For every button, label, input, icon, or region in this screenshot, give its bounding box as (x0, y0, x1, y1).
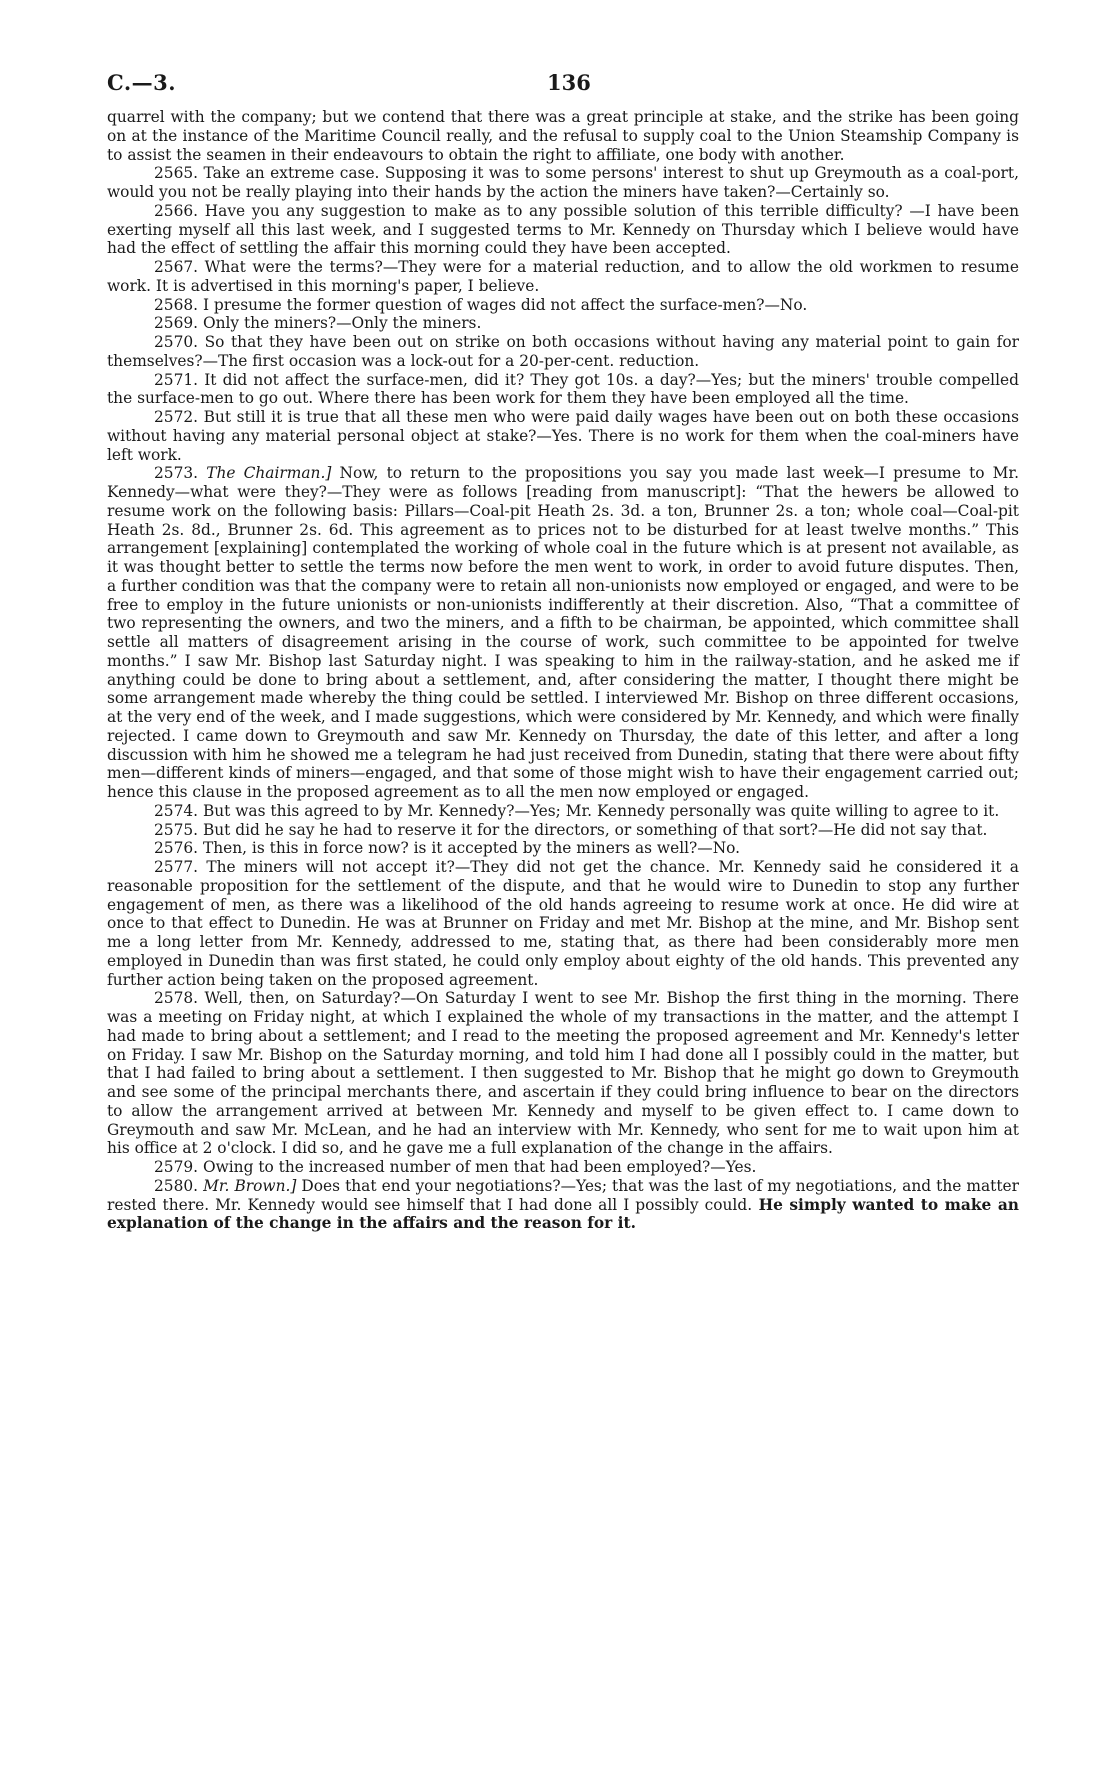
question-2580 (107, 1177, 1019, 1233)
question-text: Does that end your negotiations?—Yes; that was the last of my negotiations, and the matter rested there. Mr. Kennedy would see himself that I had done all I possibly could. (107, 1176, 1020, 1214)
question-2567: 2567. What were the terms?—They were for a material reduction, and to allow the old workmen to resume work. It is advertised in this morning's paper, I believe. (107, 258, 1019, 295)
question-text: Now, to return to the propositions you say you made last week—I presume to Mr. Kennedy—what were they?—They were as follows [reading from manuscript]: “That the hewers be allowed to resume work on the following basis: Pillars—Coal-pit Heath 2s. 3d. a ton, Brunner 2s. a ton; whole coal—Coal-pit Heath 2s. 8d., Brunner 2s. 6d. This agreement as to prices not to be disturbed for at least twelve months.” This arrangement [explaining] contemplated the working of whole coal in the future which is at present not available, as it was thought better to settle the terms now before the men went to work, in order to avoid future disputes. Then, a further condition was that the company were to retain all non-unionists now employed or engaged, and were to be free to employ in the future unionists or non-unionists indifferently at their discretion. Also, “That a committee of two representing the owners, and two the miners, and a fifth to be chairman, be appointed, which committee shall settle all matters of disagreement arising in the course of work, such committee to be appointed for twelve months.” I saw Mr. Bishop last Saturday night. I was speaking to him in the railway-station, and he asked me if anything could be done to bring about a settlement, and, after considering the matter, I thought there might be some arrangement made whereby the thing could be settled. I interviewed Mr. Bishop on three different occasions, at the very end of the week, and I made suggestions, which were considered by Mr. Kennedy, and which were finally rejected. I came down to Greymouth and saw Mr. Kennedy on Thursday, the date of this letter, and after a long discussion with him he showed me a telegram he had just received from Dunedin, stating that there were about fifty men—different kinds of miners—engaged, and that some of those might wish to have their engagement carried out; hence this clause in the proposed agreement as to all the men now employed or engaged. (107, 464, 1019, 801)
question-2579: 2579. Owing to the increased number of men that had been employed?—Yes. (154, 1158, 757, 1176)
body-text (107, 108, 1019, 1233)
question-2573 (107, 464, 1019, 802)
question-2574: 2574. But was this agreed to by Mr. Kennedy?—Yes; Mr. Kennedy personally was quite willing to agree to it. (154, 801, 1000, 820)
question-2568: 2568. I presume the former question of wages did not affect the surface-men?—No. (154, 295, 808, 314)
speaker-label: The Chairman.] (206, 464, 332, 483)
page-number: 136 (547, 70, 591, 95)
question-2575: 2575. But did he say he had to reserve it for the directors, or something of that sort?—He did not say that. (154, 820, 988, 839)
question-2571: 2571. It did not affect the surface-men, did it? They got 10s. a day?—Yes; but the miners' trouble compelled the surface-men to go out. Where there has been work for them they have been employed all the time. (107, 370, 1019, 408)
question-2569: 2569. Only the miners?—Only the miners. (154, 314, 482, 333)
paragraph: quarrel with the company; but we contend that there was a great principle at stake, and the strike has been going on at the instance of the Maritime Council really, and the refusal to supply coal to the Union Steamship Company is to assist the seamen in their endeavours to obtain the right to affiliate, one body with another. (107, 108, 1019, 164)
question-2570: 2570. So that they have been out on strike on both occasions without having any material point to gain for themselves?—The first occasion was a lock-out for a 20-per-cent. reduction. (107, 333, 1019, 370)
question-number: 2580. (154, 1176, 199, 1195)
question-2577: 2577. The miners will not accept it?—They did not get the chance. Mr. Kennedy said he considered it a reasonable proposition for the settlement of the dispute, and that he would wire to Dunedin to stop any further engagement of men, as there was a likelihood of the old hands agreeing to resume work at once. He did wire at once to that effect to Dunedin. He was at Brunner on Friday and met Mr. Bishop at the mine, and Mr. Bishop sent me a long letter from Mr. Kennedy, addressed to me, stating that, as there had been considerably more men employed in Dunedin than was first stated, he could only employ about eighty of the old hands. This prevented any further action being taken on the proposed agreement. (107, 858, 1019, 989)
bold-closing-text: He simply wanted to make an explanation of the change in the affairs and the reason for it. (107, 1195, 1019, 1233)
question-2576: 2576. Then, is this in force now? is it accepted by the miners as well?—No. (154, 839, 741, 858)
document-reference: C.—3. (107, 70, 177, 95)
question-2565: 2565. Take an extreme case. Supposing it was to some persons' interest to shut up Greymouth as a coal-port, would you not be really playing into their hands by the action the miners have taken?—Certainly so. (107, 164, 1019, 201)
question-number: 2573. (154, 464, 199, 483)
question-2566: 2566. Have you any suggestion to make as to any possible solution of this terrible difficulty? —I have been exerting myself all this last week, and I suggested terms to Mr. Kennedy on Thursday which I believe would have had the effect of settling the affair this morning could they have been accepted. (107, 201, 1019, 258)
page-header (107, 70, 1019, 98)
speaker-label: Mr. Brown.] (203, 1176, 297, 1195)
question-2578: 2578. Well, then, on Saturday?—On Saturday I went to see Mr. Bishop the first thing in the morning. There was a meeting on Friday night, at which I explained the whole of my transactions in the matter, and the attempt I had made to bring about a settlement; and I read to the meeting the proposed agreement and Mr. Kennedy's letter on Friday. I saw Mr. Bishop on the Saturday morning, and told him I had done all I possibly could in the matter, but that I had failed to bring about a settlement. I then suggested to Mr. Bishop that he might go down to Greymouth and see some of the principal merchants there, and ascertain if they could bring influence to bear on the directors to allow the arrangement arrived at between Mr. Kennedy and myself to be given effect to. I came down to Greymouth and saw Mr. McLean, and he had an interview with Mr. Kennedy, who sent for me to wait upon him at his office at 2 o'clock. I did so, and he gave me a full explanation of the change in the affairs. (107, 989, 1019, 1158)
question-2572: 2572. But still it is true that all these men who were paid daily wages have been out on both these occasions without having any material personal object at stake?—Yes. There is no work for them when the coal-miners have left work. (107, 408, 1019, 464)
